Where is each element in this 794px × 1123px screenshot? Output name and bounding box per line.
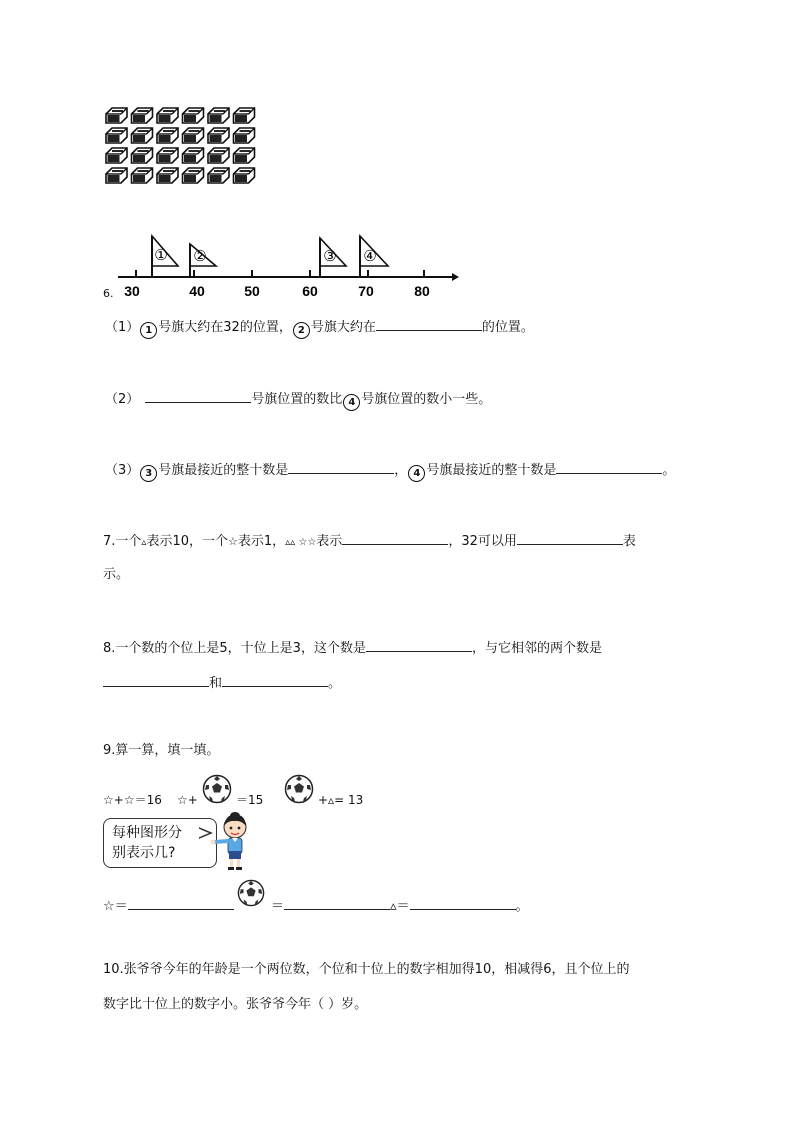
eraser-icon	[132, 168, 153, 183]
q6-p2-suffix: 号旗位置的数小一些。	[361, 392, 492, 407]
eraser-icon	[132, 148, 153, 163]
flag-1-marker: 1	[140, 322, 157, 339]
question-10-line-1: 10.张爷爷今年的年龄是一个两位数，个位和十位上的数字相加得10，相减得6，且个位上的	[103, 962, 630, 977]
number-line-arrow	[452, 273, 459, 281]
tick-label-30: 30	[124, 283, 140, 299]
q7-text-d: 表示	[316, 534, 343, 549]
q9-equation-1: ☆+☆＝16	[103, 793, 162, 807]
tick-label-70: 70	[358, 283, 374, 299]
q7-answer-blank-a[interactable]	[342, 531, 448, 545]
q9-answer-line	[103, 896, 234, 915]
flag-3-label: ③	[323, 247, 337, 265]
star-icon: ☆	[227, 535, 238, 548]
question-6-number: 6.	[103, 287, 114, 300]
q7-text-b: 表示10，一个	[146, 534, 228, 549]
eraser-icon	[208, 128, 229, 143]
eraser-icon	[157, 148, 178, 163]
flag-4-marker-2: 4	[408, 465, 425, 482]
triangle-icon: ▵	[141, 537, 147, 548]
speech-bubble-line-2: 别表示几?	[112, 845, 176, 861]
q6-p2-answer-blank[interactable]	[145, 389, 251, 403]
tick-label-80: 80	[414, 283, 430, 299]
q8-end: 。	[328, 676, 342, 691]
q6-p3-prefix: （3）	[105, 463, 140, 478]
eraser-icon	[106, 108, 127, 123]
number-line-figure	[114, 232, 460, 300]
q6-p3-text-a: 号旗最接近的整十数是	[158, 463, 289, 478]
eraser-icon	[234, 148, 255, 163]
q7-text-c: 表示1，	[237, 534, 286, 549]
question-7-line-2: 示。	[103, 567, 130, 582]
eraser-icon	[132, 128, 153, 143]
question-6-part-1	[105, 317, 534, 339]
tick-label-50: 50	[244, 283, 260, 299]
eraser-icon	[183, 168, 204, 183]
eraser-icon	[157, 128, 178, 143]
q6-p2-text: 号旗位置的数比	[251, 392, 343, 407]
q7-text-a: 7.一个	[103, 534, 142, 549]
q8-and: 和	[209, 676, 223, 691]
question-10-line-2: 数字比十位上的数字小。张爷爷今年（ ）岁。	[103, 997, 368, 1012]
eraser-icon	[132, 108, 153, 123]
q6-p2-prefix: （2）	[105, 392, 140, 407]
eraser-grid-figure	[104, 106, 260, 188]
q8-answer-blank-c[interactable]	[222, 673, 328, 687]
question-8-line-2	[103, 673, 341, 692]
eraser-icon	[234, 128, 255, 143]
q8-answer-blank-a[interactable]	[366, 638, 472, 652]
eraser-icon	[208, 108, 229, 123]
eraser-icon	[106, 128, 127, 143]
q9-ans-tri: ▵＝	[390, 899, 410, 914]
girl-illustration	[208, 810, 258, 872]
q9-ans-end: 。	[515, 899, 529, 914]
soccer-ball-icon-2	[284, 774, 314, 804]
tick-label-60: 60	[302, 283, 318, 299]
question-6-part-2	[105, 389, 491, 411]
q8-answer-blank-b[interactable]	[103, 673, 209, 687]
eraser-icon	[183, 128, 204, 143]
q9-ans-ball: ＝	[271, 899, 285, 914]
eraser-icon	[183, 108, 204, 123]
flag-2-marker: 2	[293, 322, 310, 339]
question-8-line-1	[103, 638, 602, 657]
speech-bubble-line-1: 每种图形分	[112, 825, 182, 841]
flag-4	[360, 236, 388, 277]
q6-p3-text-b: 号旗最接近的整十数是	[426, 463, 557, 478]
q9-equation-2b: ＝15	[236, 793, 264, 807]
eraser-icon	[183, 148, 204, 163]
q8-text-a: 8.一个数的个位上是5，十位上是3，这个数是	[103, 641, 366, 656]
q9-answer-line-2	[271, 896, 529, 915]
flag-3	[320, 238, 346, 277]
eraser-icon	[157, 108, 178, 123]
q9-answer-blank-triangle[interactable]	[410, 896, 516, 910]
q7-combo-icons: ▵▵ ☆☆	[285, 537, 317, 548]
eraser-icon	[234, 168, 255, 183]
q6-p1-answer-blank[interactable]	[376, 317, 482, 331]
q6-p1-suffix: 的位置。	[481, 320, 534, 335]
q6-p1-prefix: （1）	[105, 320, 140, 335]
q6-p3-comma: ，	[394, 463, 408, 478]
eraser-icon	[234, 108, 255, 123]
q6-p1-text-a: 号旗大约在32的位置，	[158, 320, 292, 335]
q7-answer-blank-b[interactable]	[517, 531, 623, 545]
eraser-icon	[106, 148, 127, 163]
question-9-title: 9.算一算，填一填。	[103, 743, 220, 758]
eraser-icon	[208, 148, 229, 163]
q9-answer-blank-star[interactable]	[128, 896, 234, 910]
q6-p1-text-b: 号旗大约在	[310, 320, 376, 335]
tick-label-40: 40	[189, 283, 205, 299]
soccer-ball-icon	[202, 774, 232, 804]
q9-ans-star: ☆＝	[103, 899, 128, 914]
q6-p3-suffix: 。	[662, 463, 676, 478]
flag-1	[152, 236, 178, 277]
q9-answer-blank-ball[interactable]	[284, 896, 390, 910]
q6-p3-answer-blank-b[interactable]	[556, 460, 662, 474]
eraser-icon	[157, 168, 178, 183]
q8-text-b: ，与它相邻的两个数是	[471, 641, 602, 656]
eraser-icon	[106, 168, 127, 183]
eraser-icon	[208, 168, 229, 183]
q9-equation-2a: ☆+	[177, 793, 198, 807]
flag-4-label: ④	[363, 247, 377, 265]
soccer-ball-icon-3	[237, 879, 265, 907]
question-6-part-3	[105, 460, 675, 482]
flag-3-marker: 3	[140, 465, 157, 482]
question-7-line-1	[103, 531, 636, 551]
flag-1-label: ①	[154, 246, 168, 264]
q9-equation-3: +▵= 13	[318, 793, 364, 807]
flag-4-marker: 4	[343, 394, 360, 411]
q6-p3-answer-blank-a[interactable]	[288, 460, 394, 474]
q7-text-e: ，32可以用	[448, 534, 517, 549]
flag-2-label: ②	[193, 247, 207, 265]
q7-text-f: 表	[622, 534, 636, 549]
